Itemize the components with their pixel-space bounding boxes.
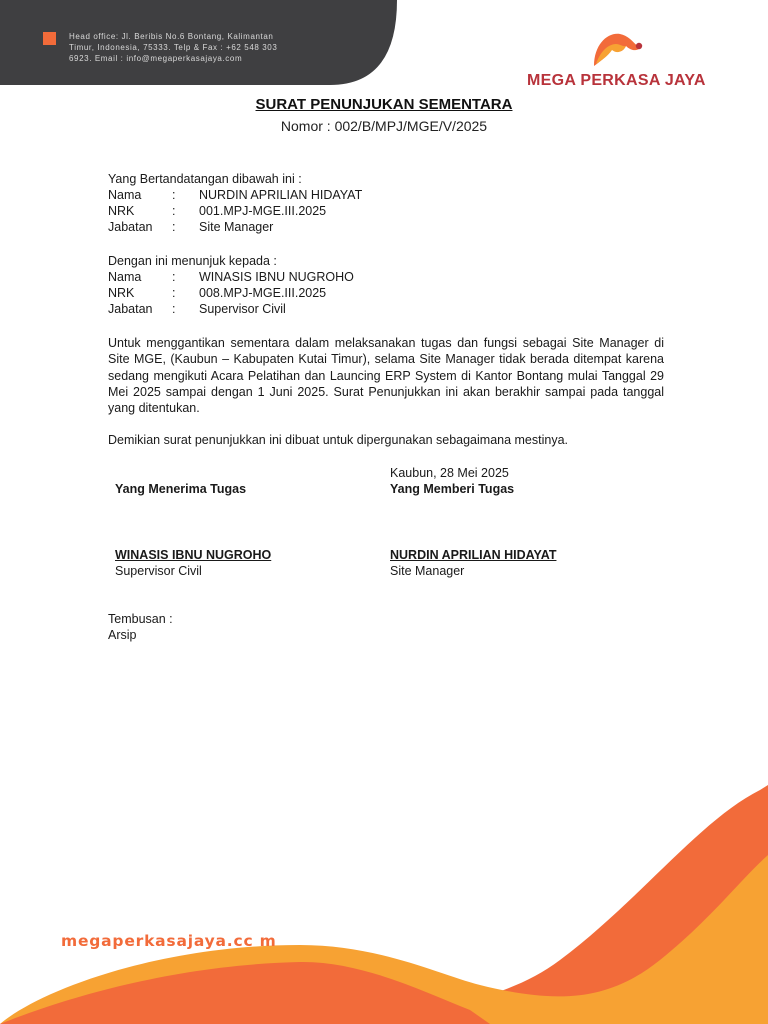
receiver-name: WINASIS IBNU NUGROHO <box>115 548 272 562</box>
field-label: Jabatan <box>108 220 153 234</box>
main-paragraph: Untuk menggantikan sementara dalam melaksanakan tugas dan fungsi sebagai Site Manager di Site MGE, (Kaubun – Kabupaten Kutai Timur), selama Site Manager tidak berada ditempat karena sedang mengikuti Acara Pelatihan dan Launcing ERP System di Kantor Bontang mulai Tanggal 29 Mei 2025 sampai dengan 1 Juni 2025. Surat Penunjukkan ini akan berakhir sampai pada tanggal yang ditentukan. <box>108 336 664 416</box>
field-label: NRK <box>108 204 135 218</box>
field-value: 008.MPJ-MGE.III.2025 <box>199 286 327 300</box>
field-colon: : <box>172 270 176 284</box>
closing-paragraph: Demikian surat penunjukkan ini dibuat untuk dipergunakan sebagaimana mestinya. <box>108 433 569 447</box>
field-colon: : <box>172 302 176 316</box>
giver-position: Site Manager <box>390 564 465 578</box>
receiver-role-label: Yang Menerima Tugas <box>115 482 247 496</box>
footer-website: megaperkasajaya.cc m <box>61 932 277 950</box>
header-address: Head office: Jl. Beribis No.6 Bontang, Kalimantan Timur, Indonesia, 75333. Telp & Fax : +62 548 303 6923. Email : info@megaperkasajaya.com <box>69 32 278 63</box>
field-label: Nama <box>108 188 142 202</box>
field-label: Nama <box>108 270 142 284</box>
company-name: MEGA PERKASA JAYA <box>527 72 706 89</box>
giver-role-label: Yang Memberi Tugas <box>390 482 515 496</box>
field-value: NURDIN APRILIAN HIDAYAT <box>199 188 363 202</box>
cc-label: Tembusan : <box>108 612 173 626</box>
appointee-intro: Dengan ini menunjuk kepada : <box>108 254 277 268</box>
signer-intro: Yang Bertandatangan dibawah ini : <box>108 172 302 186</box>
field-label: NRK <box>108 286 135 300</box>
field-colon: : <box>172 220 176 234</box>
letter-number: Nomor : 002/B/MPJ/MGE/V/2025 <box>280 118 488 134</box>
field-colon: : <box>172 188 176 202</box>
cc-value: Arsip <box>108 628 137 642</box>
field-value: Supervisor Civil <box>199 302 286 316</box>
letter-title: SURAT PENUNJUKAN SEMENTARA <box>255 96 513 113</box>
field-label: Jabatan <box>108 302 153 316</box>
giver-name: NURDIN APRILIAN HIDAYAT <box>390 548 557 562</box>
place-date: Kaubun, 28 Mei 2025 <box>390 466 509 480</box>
field-value: 001.MPJ-MGE.III.2025 <box>199 204 327 218</box>
field-value: WINASIS IBNU NUGROHO <box>199 270 354 284</box>
field-colon: : <box>172 204 176 218</box>
field-value: Site Manager <box>199 220 274 234</box>
field-colon: : <box>172 286 176 300</box>
receiver-position: Supervisor Civil <box>115 564 202 578</box>
